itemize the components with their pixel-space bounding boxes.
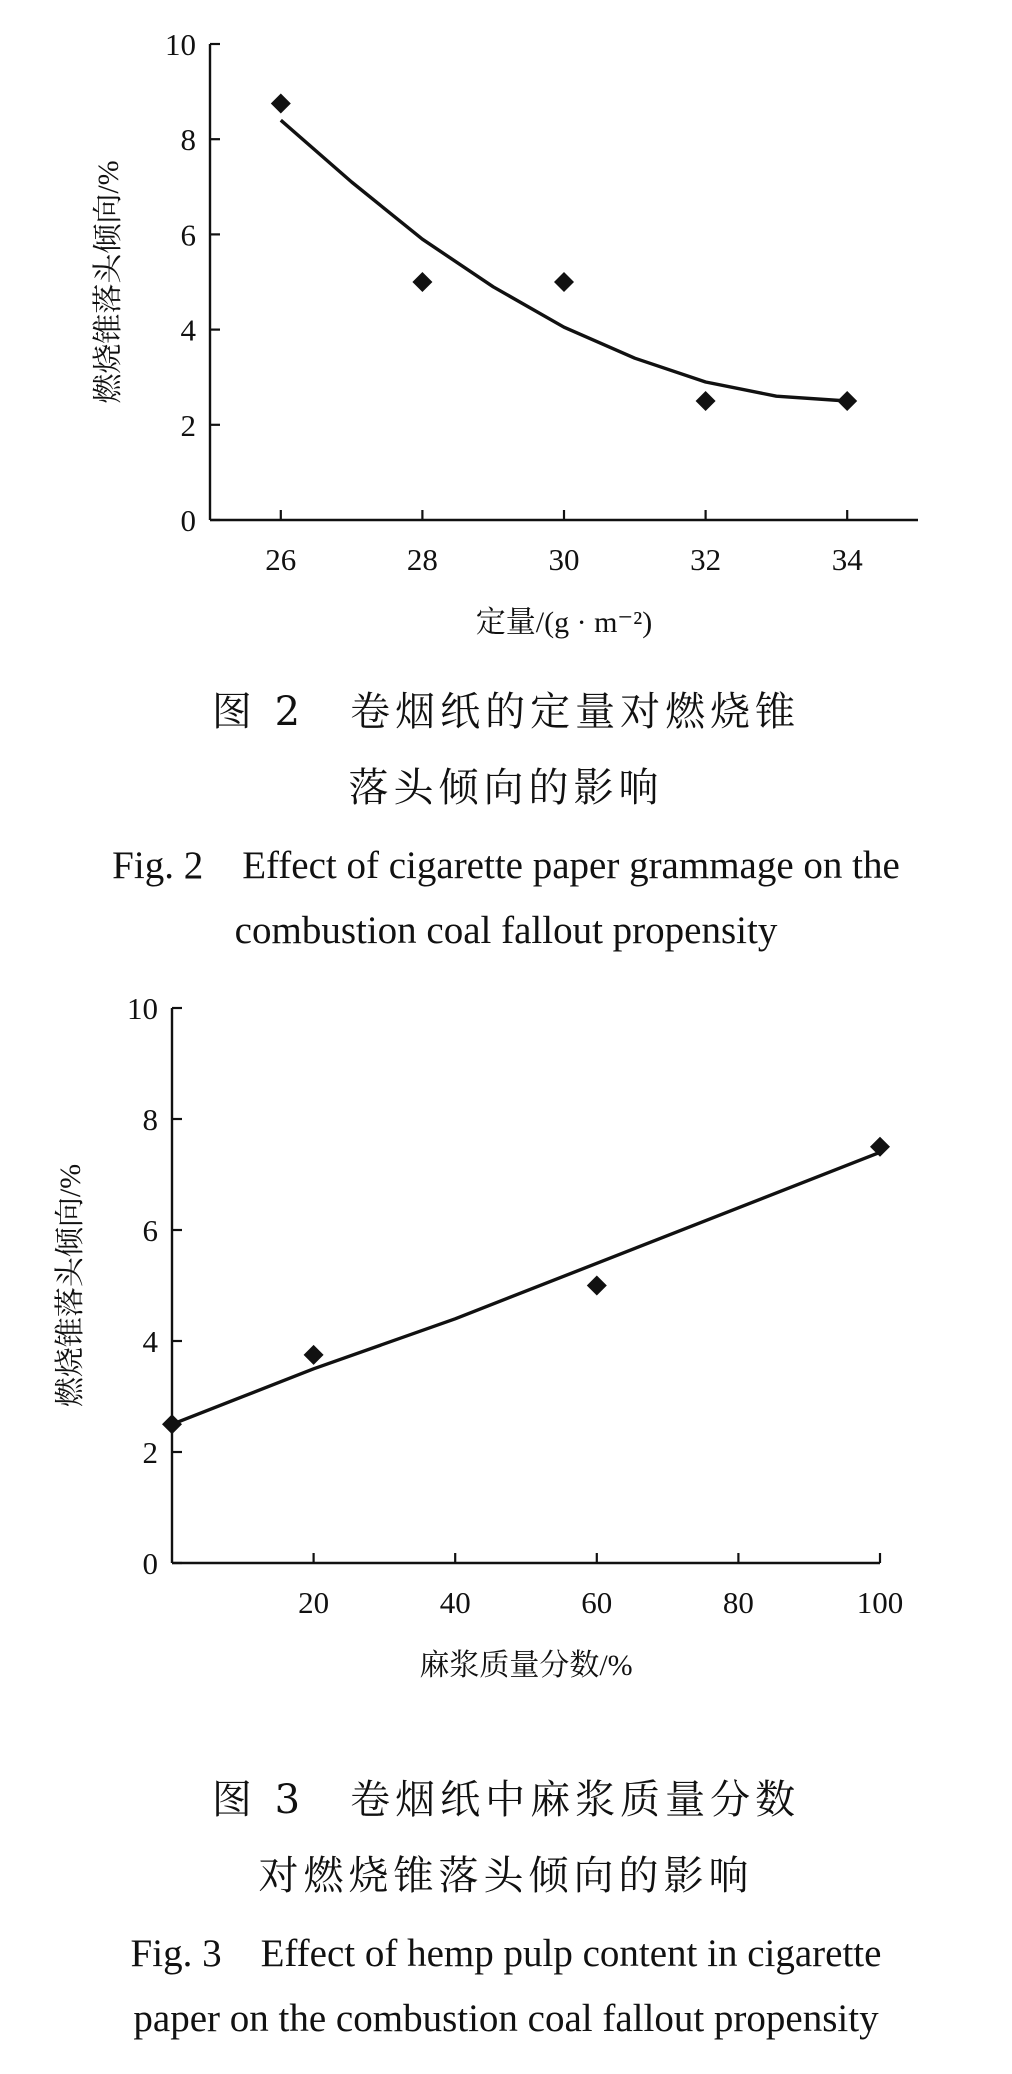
trendline — [172, 1152, 880, 1424]
fig3-caption-en-line1: Fig. 3 Effect of hemp pulp content in cigarette — [130, 1932, 882, 1975]
y-tick-label: 2 — [142, 1435, 158, 1470]
fig3-caption-cn-line1: 图 3 卷烟纸中麻浆质量分数 — [211, 1777, 801, 1823]
x-tick-label: 100 — [856, 1585, 904, 1620]
x-tick-label: 34 — [831, 542, 863, 577]
x-tick-label: 20 — [298, 1585, 330, 1620]
y-tick-label: 4 — [142, 1324, 158, 1359]
data-point — [554, 272, 574, 292]
x-tick-label: 28 — [406, 542, 438, 577]
x-tick-label: 40 — [439, 1585, 471, 1620]
y-tick-label: 6 — [142, 1213, 158, 1248]
y-axis-label: 燃烧锥落头倾向/% — [54, 1163, 87, 1408]
x-axis-label: 定量/(g · m⁻²) — [475, 606, 653, 639]
y-tick-label: 8 — [180, 122, 196, 158]
y-axis-label: 燃烧锥落头倾向/% — [92, 160, 125, 404]
data-point — [587, 1276, 607, 1296]
data-point — [271, 94, 291, 114]
x-tick-label: 80 — [722, 1585, 754, 1620]
x-tick-label: 30 — [548, 542, 580, 577]
data-point — [696, 391, 716, 411]
fig3-caption-en-line2: paper on the combustion coal fallout propensity — [133, 1997, 879, 2040]
data-point — [162, 1414, 182, 1434]
data-point — [412, 272, 432, 292]
y-tick-label: 10 — [165, 27, 196, 62]
y-tick-label: 4 — [180, 312, 196, 348]
x-tick-label: 60 — [581, 1585, 613, 1620]
y-tick-label: 0 — [142, 1546, 158, 1581]
x-tick-label: 32 — [690, 542, 722, 577]
y-tick-label: 2 — [180, 407, 196, 443]
fig3-caption-cn-line2: 对燃烧锥落头倾向的影响 — [258, 1853, 754, 1899]
x-tick-label: 26 — [265, 542, 297, 577]
x-axis-label: 麻浆质量分数/% — [419, 1649, 633, 1682]
chart-grammage — [0, 0, 1012, 660]
fig2-caption-en-line1: Fig. 2 Effect of cigarette paper grammage on the — [112, 844, 900, 887]
data-point — [837, 391, 857, 411]
fig2-caption-cn-line2: 落头倾向的影响 — [348, 765, 664, 811]
fig2-caption-en-line2: combustion coal fallout propensity — [234, 909, 778, 952]
y-tick-label: 10 — [127, 991, 158, 1026]
chart-hemp-pulp — [0, 990, 1012, 1750]
data-point — [304, 1345, 324, 1365]
y-tick-label: 0 — [180, 503, 196, 538]
trendline — [281, 120, 847, 401]
fig2-caption-cn-line1: 图 2 卷烟纸的定量对燃烧锥 — [211, 689, 801, 735]
y-tick-label: 6 — [180, 217, 196, 253]
y-tick-label: 8 — [142, 1102, 158, 1137]
